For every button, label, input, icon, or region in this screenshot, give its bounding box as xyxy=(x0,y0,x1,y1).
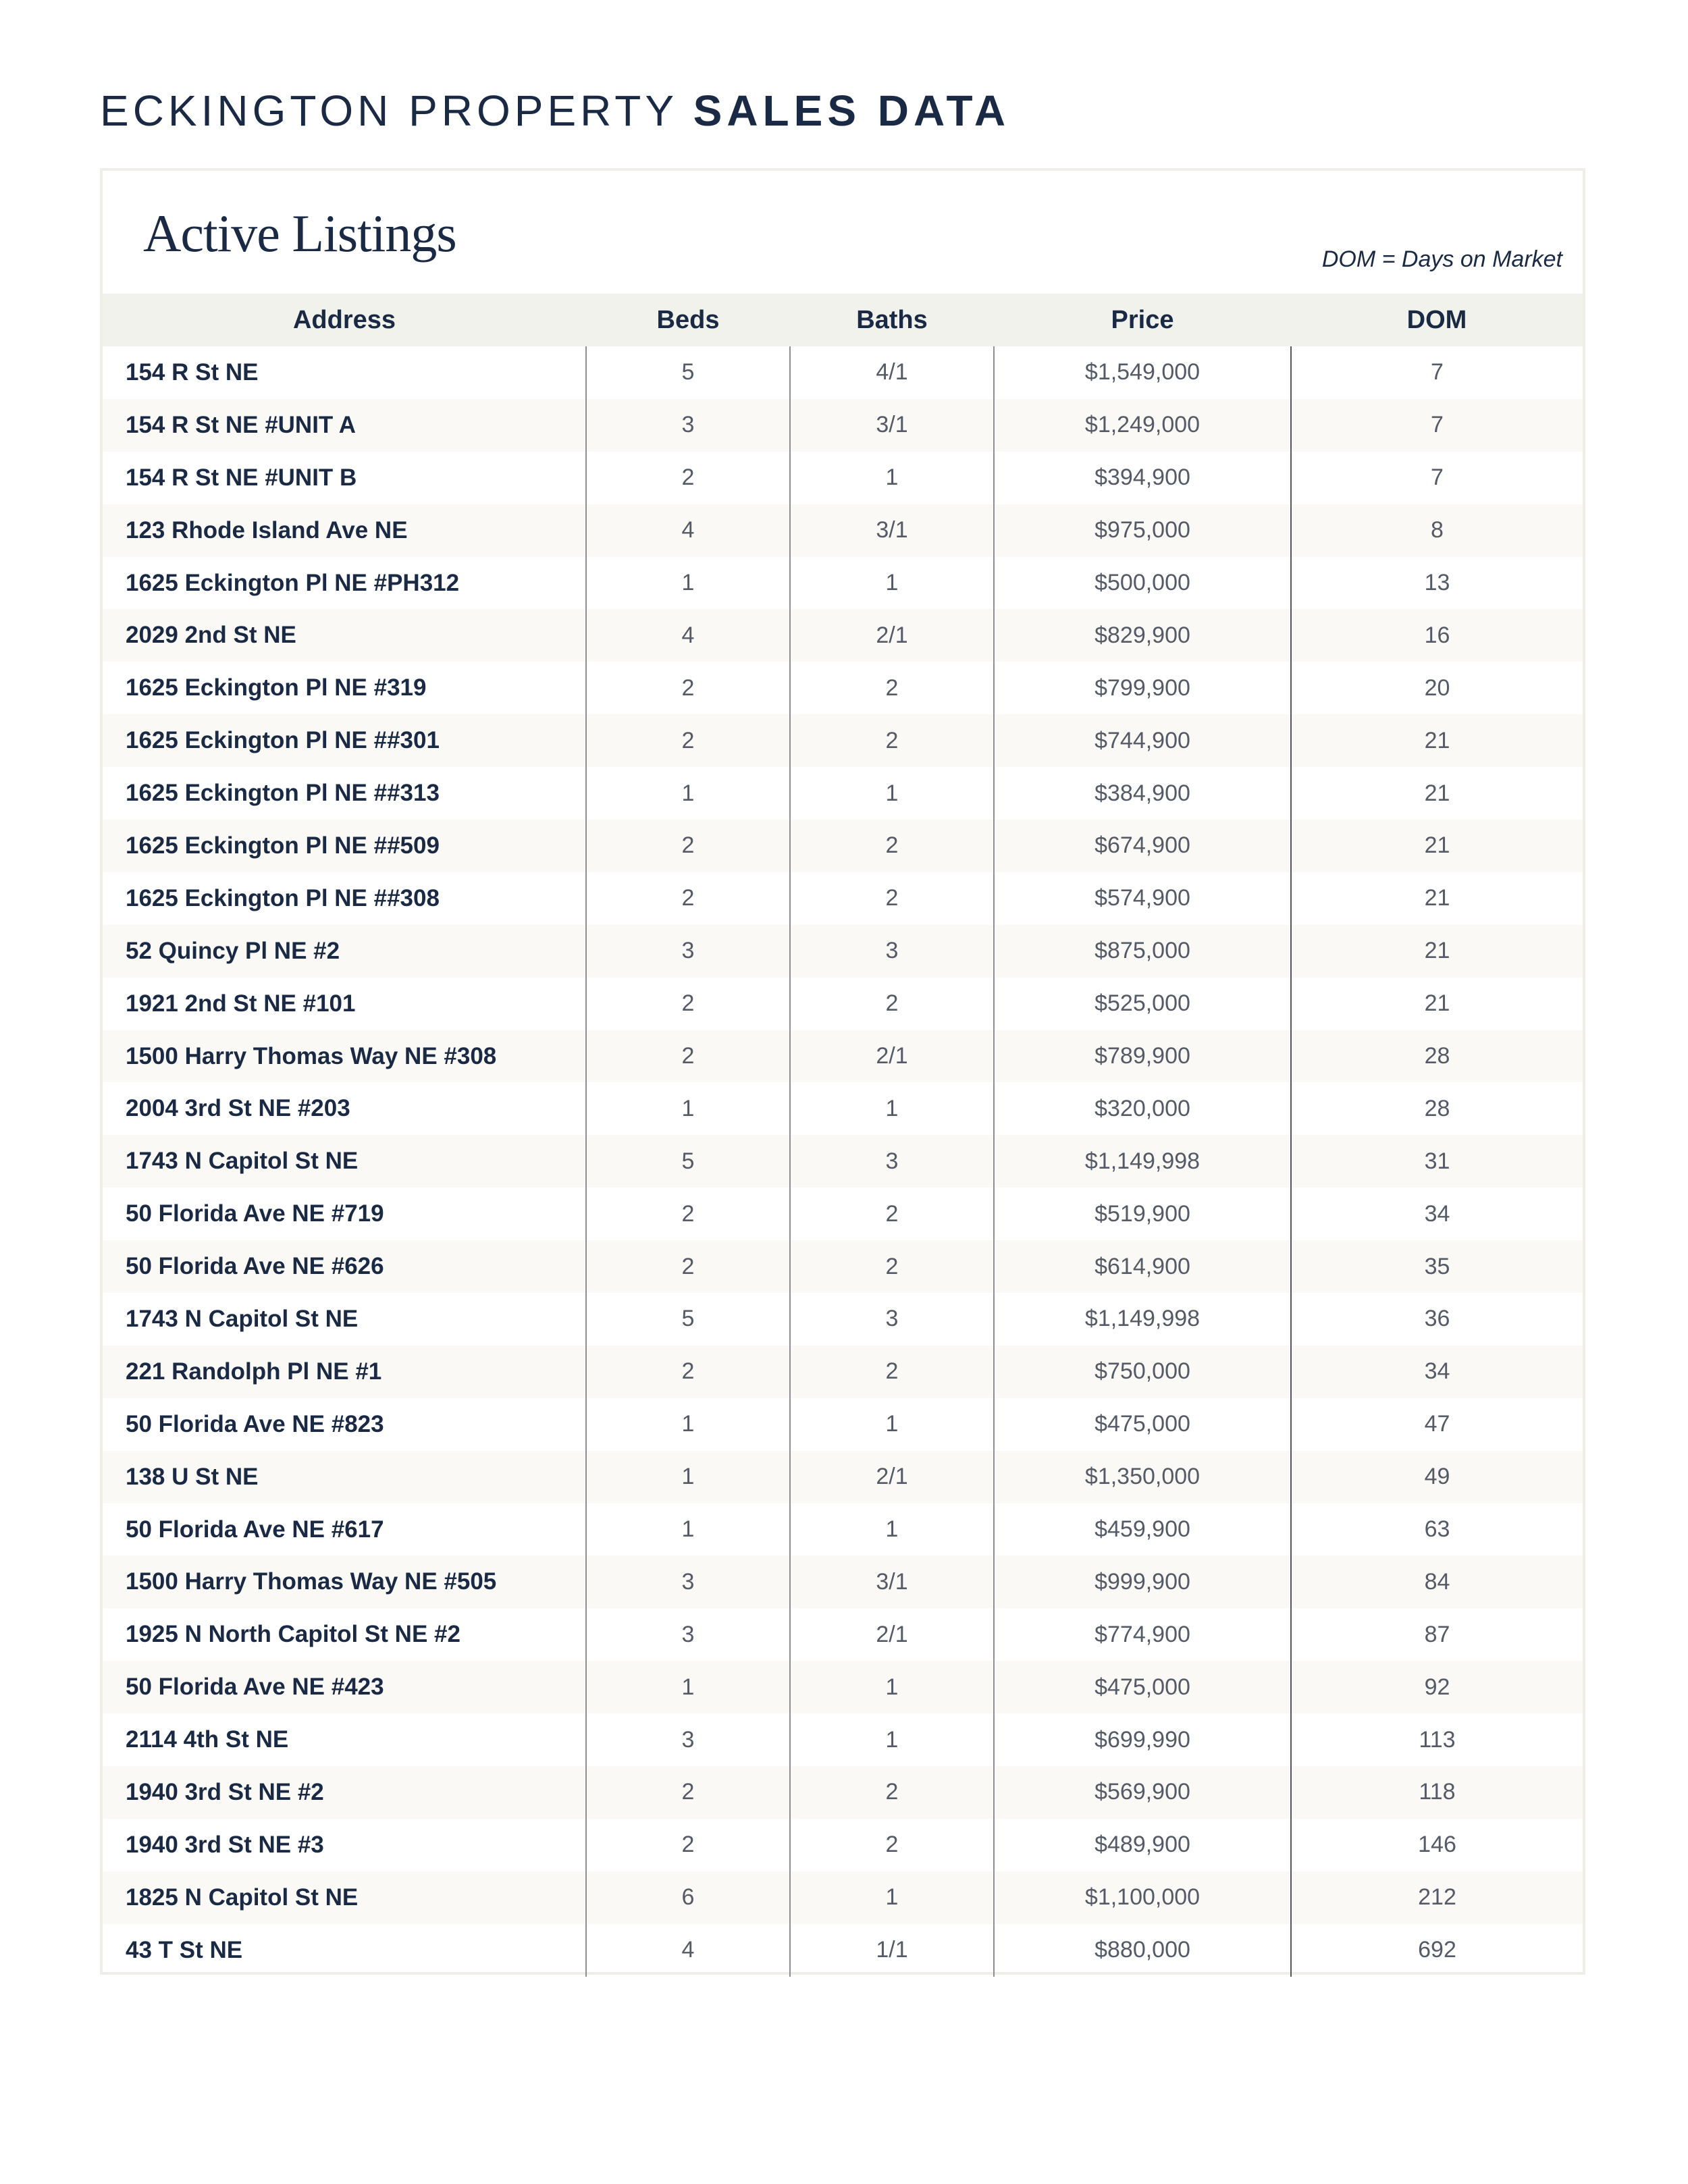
cell-price: $459,900 xyxy=(994,1503,1291,1556)
table-row xyxy=(103,346,1583,399)
cell-address: 1743 N Capitol St NE xyxy=(103,1293,586,1346)
cell-dom: 49 xyxy=(1291,1451,1583,1503)
cell-dom: 21 xyxy=(1291,820,1583,872)
cell-beds: 2 xyxy=(586,1188,790,1240)
table-row xyxy=(103,714,1583,767)
table-row xyxy=(103,1346,1583,1398)
cell-price: $999,900 xyxy=(994,1555,1291,1608)
table-row xyxy=(103,452,1583,504)
cell-price: $475,000 xyxy=(994,1398,1291,1451)
cell-beds: 1 xyxy=(586,1503,790,1556)
cell-address: 1625 Eckington Pl NE ##308 xyxy=(103,872,586,925)
cell-dom: 146 xyxy=(1418,1832,1456,1858)
cell-dom: 63 xyxy=(1424,1516,1450,1543)
cell-address: 221 Randolph Pl NE #1 xyxy=(103,1346,586,1398)
table-row xyxy=(103,399,1583,452)
cell-beds: 1 xyxy=(586,767,790,820)
cell-baths: 2 xyxy=(790,1819,994,1871)
cell-price: $574,900 xyxy=(994,872,1291,925)
cell-baths: 1 xyxy=(790,1713,994,1766)
cell-baths: 1 xyxy=(790,1661,994,1713)
cell-beds: 4 xyxy=(586,609,790,662)
cell-price: $489,900 xyxy=(994,1819,1291,1871)
cell-dom: 8 xyxy=(1291,504,1583,557)
cell-baths: 3/1 xyxy=(790,504,994,557)
active-listings-panel xyxy=(100,168,1585,1975)
cell-beds: 2 xyxy=(586,1766,790,1819)
table-row xyxy=(103,1240,1583,1293)
cell-dom: 16 xyxy=(1291,609,1583,662)
column-header-address: Address xyxy=(103,294,586,346)
cell-dom: 87 xyxy=(1424,1621,1450,1647)
cell-address: 50 Florida Ave NE #617 xyxy=(103,1503,586,1556)
cell-baths: 2 xyxy=(790,872,994,925)
cell-baths: 1/1 xyxy=(790,1924,994,1977)
table-row xyxy=(103,1398,1583,1451)
cell-dom: 7 xyxy=(1431,359,1444,385)
cell-dom: 34 xyxy=(1291,1346,1583,1398)
table-body xyxy=(103,346,1583,1977)
cell-beds: 2 xyxy=(586,1240,790,1293)
table-row xyxy=(103,1608,1583,1661)
cell-beds: 1 xyxy=(586,1398,790,1451)
cell-address: 1743 N Capitol St NE xyxy=(103,1135,586,1188)
table-row xyxy=(103,1661,1583,1713)
cell-dom: 118 xyxy=(1291,1766,1583,1819)
cell-beds: 2 xyxy=(586,452,790,504)
cell-price: $1,350,000 xyxy=(994,1451,1291,1503)
cell-baths: 1 xyxy=(790,1082,994,1135)
cell-price: $744,900 xyxy=(994,714,1291,767)
cell-address: 154 R St NE xyxy=(103,346,586,399)
cell-address: 2114 4th St NE xyxy=(103,1713,586,1766)
cell-beds: 1 xyxy=(586,1082,790,1135)
cell-baths: 3/1 xyxy=(790,399,994,452)
cell-address: 1925 N North Capitol St NE #2 xyxy=(103,1608,586,1661)
cell-price: $614,900 xyxy=(994,1240,1291,1293)
cell-address: 1625 Eckington Pl NE ##301 xyxy=(103,714,586,767)
cell-baths: 1 xyxy=(790,767,994,820)
section-title: Active Listings xyxy=(143,204,456,263)
cell-baths: 2 xyxy=(790,1346,994,1398)
table-header-row xyxy=(103,294,1583,346)
cell-address: 1940 3rd St NE #3 xyxy=(103,1819,586,1871)
cell-dom: 7 xyxy=(1431,464,1444,491)
table-row xyxy=(103,978,1583,1030)
cell-address: 2029 2nd St NE xyxy=(103,609,586,662)
cell-dom: 84 xyxy=(1291,1555,1583,1608)
cell-address: 50 Florida Ave NE #823 xyxy=(103,1398,586,1451)
table-row xyxy=(103,1555,1583,1608)
table-header xyxy=(103,294,1583,346)
cell-beds: 2 xyxy=(586,978,790,1030)
table-row xyxy=(103,1503,1583,1556)
table-row xyxy=(103,872,1583,925)
cell-address: 1625 Eckington Pl NE ##509 xyxy=(103,820,586,872)
cell-address: 1825 N Capitol St NE xyxy=(103,1871,586,1924)
cell-address: 1940 3rd St NE #2 xyxy=(103,1766,586,1819)
cell-beds: 2 xyxy=(586,1346,790,1398)
cell-address: 154 R St NE #UNIT A xyxy=(103,399,586,452)
cell-beds: 2 xyxy=(586,820,790,872)
cell-price: $320,000 xyxy=(994,1082,1291,1135)
cell-dom: 21 xyxy=(1424,990,1450,1017)
cell-price: $875,000 xyxy=(994,925,1291,978)
cell-dom: 35 xyxy=(1291,1240,1583,1293)
page-title-bold: SALES DATA xyxy=(693,86,1011,135)
cell-dom: 692 xyxy=(1418,1937,1456,1963)
table-row xyxy=(103,1135,1583,1188)
cell-beds: 3 xyxy=(586,399,790,452)
table-row xyxy=(103,1819,1583,1871)
cell-address: 123 Rhode Island Ave NE xyxy=(103,504,586,557)
cell-dom: 28 xyxy=(1424,1095,1450,1121)
cell-beds: 2 xyxy=(586,1819,790,1871)
table-row xyxy=(103,820,1583,872)
cell-address: 1500 Harry Thomas Way NE #308 xyxy=(103,1030,586,1083)
cell-address: 1625 Eckington Pl NE #319 xyxy=(103,662,586,714)
cell-beds: 6 xyxy=(586,1871,790,1924)
table-row xyxy=(103,662,1583,714)
cell-price: $519,900 xyxy=(994,1188,1291,1240)
table-row xyxy=(103,504,1583,557)
cell-price: $829,900 xyxy=(994,609,1291,662)
cell-baths: 2 xyxy=(790,714,994,767)
table-row xyxy=(103,557,1583,610)
cell-baths: 1 xyxy=(790,1398,994,1451)
page-title xyxy=(100,86,1011,135)
cell-price: $1,149,998 xyxy=(994,1135,1291,1188)
cell-address: 50 Florida Ave NE #719 xyxy=(103,1188,586,1240)
cell-baths: 1 xyxy=(790,557,994,610)
cell-baths: 3/1 xyxy=(790,1555,994,1608)
cell-address: 154 R St NE #UNIT B xyxy=(103,452,586,504)
dom-legend-note: DOM = Days on Market xyxy=(1321,246,1562,272)
cell-dom: 36 xyxy=(1424,1306,1450,1332)
cell-dom: 31 xyxy=(1291,1135,1583,1188)
cell-dom: 21 xyxy=(1424,780,1450,806)
cell-dom: 20 xyxy=(1424,674,1450,701)
cell-price: $750,000 xyxy=(994,1346,1291,1398)
cell-baths: 3 xyxy=(790,925,994,978)
cell-price: $699,990 xyxy=(994,1713,1291,1766)
cell-price: $774,900 xyxy=(994,1608,1291,1661)
cell-baths: 3 xyxy=(790,1135,994,1188)
cell-dom: 21 xyxy=(1291,925,1583,978)
cell-beds: 4 xyxy=(586,1924,790,1977)
cell-price: $880,000 xyxy=(994,1924,1291,1977)
cell-baths: 2/1 xyxy=(790,609,994,662)
cell-baths: 1 xyxy=(790,452,994,504)
page-title-light: ECKINGTON PROPERTY xyxy=(100,86,677,135)
cell-price: $789,900 xyxy=(994,1030,1291,1083)
cell-beds: 3 xyxy=(586,1713,790,1766)
table-row xyxy=(103,1293,1583,1346)
cell-dom: 113 xyxy=(1419,1726,1456,1753)
cell-dom: 21 xyxy=(1291,714,1583,767)
cell-beds: 2 xyxy=(586,714,790,767)
cell-baths: 2 xyxy=(790,978,994,1030)
cell-baths: 3 xyxy=(790,1293,994,1346)
cell-price: $674,900 xyxy=(994,820,1291,872)
listings-table xyxy=(103,294,1583,1977)
cell-address: 138 U St NE xyxy=(103,1451,586,1503)
cell-beds: 5 xyxy=(586,1135,790,1188)
cell-beds: 2 xyxy=(586,662,790,714)
cell-dom: 212 xyxy=(1291,1871,1583,1924)
cell-price: $569,900 xyxy=(994,1766,1291,1819)
cell-baths: 2 xyxy=(790,1240,994,1293)
cell-price: $384,900 xyxy=(994,767,1291,820)
table-row xyxy=(103,1924,1583,1977)
cell-dom: 7 xyxy=(1291,399,1583,452)
cell-price: $525,000 xyxy=(994,978,1291,1030)
cell-price: $394,900 xyxy=(994,452,1291,504)
table-row xyxy=(103,1030,1583,1083)
table-row xyxy=(103,1188,1583,1240)
cell-baths: 1 xyxy=(790,1871,994,1924)
cell-baths: 2/1 xyxy=(790,1451,994,1503)
cell-price: $975,000 xyxy=(994,504,1291,557)
column-header-baths: Baths xyxy=(790,294,994,346)
cell-baths: 2 xyxy=(790,1188,994,1240)
cell-price: $1,549,000 xyxy=(994,346,1291,399)
cell-dom: 47 xyxy=(1424,1411,1450,1437)
table-row xyxy=(103,1451,1583,1503)
cell-dom: 92 xyxy=(1291,1661,1583,1713)
cell-beds: 2 xyxy=(586,872,790,925)
cell-address: 1625 Eckington Pl NE #PH312 xyxy=(103,557,586,610)
cell-dom: 28 xyxy=(1291,1030,1583,1083)
table-row xyxy=(103,1082,1583,1135)
cell-address: 2004 3rd St NE #203 xyxy=(103,1082,586,1135)
table-row xyxy=(103,609,1583,662)
table-row xyxy=(103,1871,1583,1924)
cell-address: 43 T St NE xyxy=(103,1924,586,1977)
cell-baths: 4/1 xyxy=(790,346,994,399)
cell-address: 52 Quincy Pl NE #2 xyxy=(103,925,586,978)
cell-dom: 34 xyxy=(1424,1200,1450,1227)
cell-address: 1500 Harry Thomas Way NE #505 xyxy=(103,1555,586,1608)
cell-beds: 3 xyxy=(586,1555,790,1608)
cell-beds: 1 xyxy=(586,1661,790,1713)
cell-beds: 1 xyxy=(586,557,790,610)
cell-dom: 21 xyxy=(1424,885,1450,911)
cell-price: $1,249,000 xyxy=(994,399,1291,452)
cell-price: $500,000 xyxy=(994,557,1291,610)
column-header-dom: DOM xyxy=(1291,294,1583,346)
cell-beds: 4 xyxy=(586,504,790,557)
cell-address: 1921 2nd St NE #101 xyxy=(103,978,586,1030)
cell-baths: 2 xyxy=(790,1766,994,1819)
cell-price: $1,149,998 xyxy=(994,1293,1291,1346)
cell-beds: 5 xyxy=(586,346,790,399)
cell-beds: 3 xyxy=(586,925,790,978)
column-header-price: Price xyxy=(994,294,1291,346)
column-header-beds: Beds xyxy=(586,294,790,346)
cell-beds: 1 xyxy=(586,1451,790,1503)
cell-beds: 3 xyxy=(586,1608,790,1661)
cell-dom: 13 xyxy=(1424,570,1450,595)
cell-address: 1625 Eckington Pl NE ##313 xyxy=(103,767,586,820)
table-row xyxy=(103,1713,1583,1766)
cell-baths: 2/1 xyxy=(790,1030,994,1083)
table-row xyxy=(103,925,1583,978)
table-row xyxy=(103,767,1583,820)
cell-beds: 5 xyxy=(586,1293,790,1346)
cell-beds: 2 xyxy=(586,1030,790,1083)
cell-baths: 2 xyxy=(790,820,994,872)
cell-price: $799,900 xyxy=(994,662,1291,714)
cell-address: 50 Florida Ave NE #423 xyxy=(103,1661,586,1713)
cell-baths: 2 xyxy=(790,662,994,714)
cell-baths: 2/1 xyxy=(790,1608,994,1661)
cell-price: $1,100,000 xyxy=(994,1871,1291,1924)
cell-address: 50 Florida Ave NE #626 xyxy=(103,1240,586,1293)
table-row xyxy=(103,1766,1583,1819)
cell-baths: 1 xyxy=(790,1503,994,1556)
cell-price: $475,000 xyxy=(994,1661,1291,1713)
